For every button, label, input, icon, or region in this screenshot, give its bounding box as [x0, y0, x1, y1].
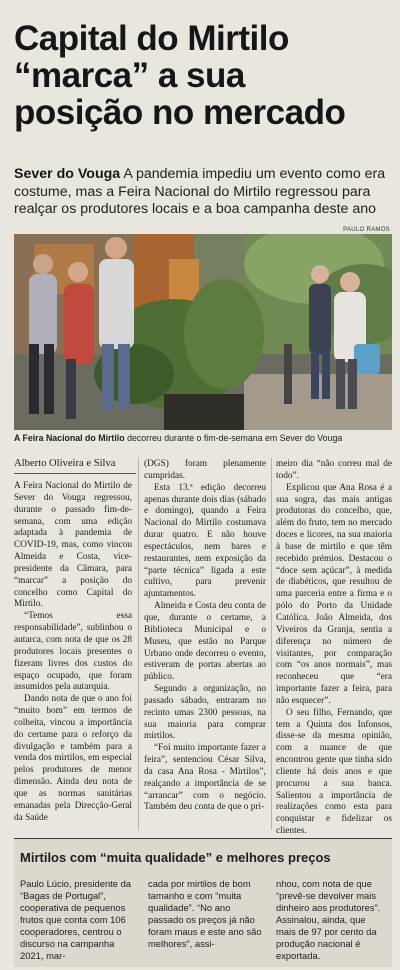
- article-column-1: [14, 481, 132, 824]
- lead-paragraph: [14, 166, 392, 219]
- article-paragraph: (DGS) foram plenamente cumpridas.: [144, 459, 266, 481]
- article-paragraph: Almeida e Costa deu conta de que, durante o certame, a Biblioteca Municipal e o Museu, que estão no Parque Urbano onde decorreu o evento, estiveram de portas abertas ao público.: [144, 601, 266, 683]
- sidebar-column-1: Paulo Lúcio, presidente da “Bagas de Portugal”, cooperativa de pequenos frutos que conta com 106 cooperadores, centrou o discurso na campanha 2021, mar-: [20, 878, 132, 961]
- lead-place: Sever do Vouga: [14, 166, 121, 182]
- sidebar-title: Mirtilos com “muita qualidade” e melhores preços: [20, 850, 331, 865]
- feira-photo-illustration: [14, 234, 392, 430]
- headline: [14, 20, 392, 131]
- article-paragraph: A Feira Nacional do Mirtilo de Sever do Vouga regressou, durante o passado fim-de-semana, com uma edição adaptada à pandemia de COVID-19, mas, como vincou Almeida e Costa, vice-presidente da Câmara, para “marcar” a posição do concelho como Capital do Mirtilo.: [14, 481, 132, 610]
- article-column-3: [276, 459, 392, 838]
- headline-line-1: Capital do Mirtilo: [14, 19, 289, 58]
- article-paragraph: Segundo a organização, no passado sábado, entraram no recinto umas 2300 pessoas, na sua maioria para comprar mirtilos.: [144, 684, 266, 742]
- sidebar-column-3: nhou, com nota de que “prevê-se devolver mais dinheiro aos produtores”. Assinalou, ainda, que mais de 97 por cento da produção nacional é exportada.: [276, 878, 381, 961]
- photo-caption: [14, 433, 392, 444]
- column-divider: [138, 458, 139, 830]
- headline-line-3: posição no mercado: [14, 93, 346, 132]
- article-paragraph: meiro dia “não correu mal de todo”.: [276, 459, 392, 481]
- byline-rule: [14, 473, 136, 474]
- article-paragraph: “Foi muito importante fazer a feira”, sentenciou César Silva, da casa Ana Rosa - Mirtilos”, realçando a importância de se “arrancar” com o negócio. Também deu conta de que o pri-: [144, 743, 266, 813]
- article-paragraph: O seu filho, Fernando, que tem a Quinta dos Infonsos, disse-se da mesma opinião, com a nuance de que encontrou gente que tinha sido cliente há dois anos e que procurou a sua banca. Salientou a importância de realizações como esta para conquistar e fidelizar os clientes.: [276, 707, 392, 837]
- lead-text: A pandemia impediu um evento como era costume, mas a Feira Nacional do Mirtilo regressou para realçar os produtores locais e a boa campanha deste ano: [14, 166, 386, 217]
- column-divider: [271, 458, 272, 830]
- photo-credit: PAULO RAMOS: [343, 227, 390, 233]
- byline: Alberto Oliveira e Silva: [14, 458, 116, 469]
- caption-bold: A Feira Nacional do Mirtilo: [14, 433, 125, 443]
- sidebar-column-2: cada por mirtilos de bom tamanho e com “muita qualidade”. “No ano passado os preços já não foram maus e este ano são melhores”, assi-: [148, 878, 262, 949]
- article-photo: [14, 234, 392, 430]
- article-paragraph: Dando nota de que o ano foi “muito bom” em termos de colheita, vincou a importância do certame para o reforço da divulgação e também para a venda dos mirtilos, em especial pelos produtores de menor dimensão. Ainda deu nota de que as normas sanitárias emanadas pela Direcção-Geral da Saúde: [14, 694, 132, 823]
- caption-text: decorreu durante o fim-de-semana em Sever do Vouga: [124, 433, 343, 443]
- headline-line-2: “marca” a sua: [14, 56, 245, 95]
- article-paragraph: Esta 13.ª edição decorreu apenas durante dois dias (sábado e domingo), quando a Feira Nacional do Mirtilo costumava durar quatro. E não houve espectáculos, nem bares e restaurantes, nem exposição da “parte técnica” ligada a este cultivo, para prevenir ajuntamentos.: [144, 482, 266, 600]
- article-column-2: [144, 459, 266, 814]
- article-paragraph: “Temos essa responsabilidade”, sublinhou o autarca, com nota de que os 28 produtores locais presentes o fizeram livres dos custos do espaço ocupado, que foram assumidos pela autarquia.: [14, 611, 132, 693]
- article-paragraph: Explicou que Ana Rosa é a sua sogra, das mais antigas produtoras do concelho, que, além do fruto, tem no mercado doces e licores, na sua maioria à base de mirtilo e que têm recebido prémios. Destacou o “doce sem açúcar”, à medida de diabéticos, que resultou de uma parceria entre a firma e o pólo do Porto da Unidade Católica. João Almeida, dos Viveiros da Granja, sentia a diferença no número de visitantes, por comparação com “os anos normais”, mas reconheceu que “era importante fazer a feira, para não esquecer”.: [276, 482, 392, 706]
